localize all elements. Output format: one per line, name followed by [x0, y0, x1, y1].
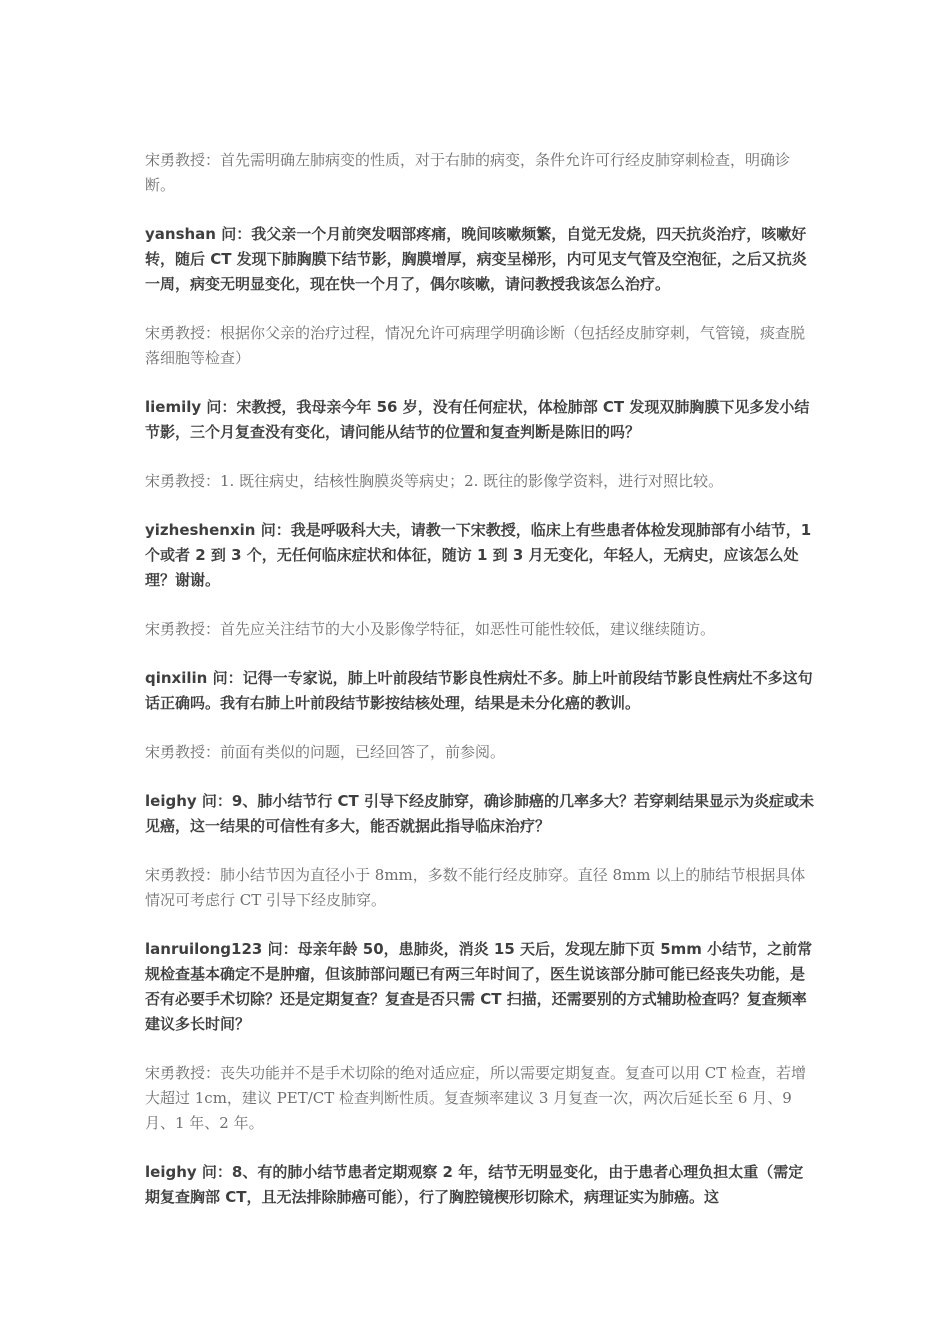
question-text: 问：我父亲一个月前突发咽部疼痛，晚间咳嗽频繁，自觉无发烧，四天抗炎治疗，咳嗽好转，随后 CT 发现下肺胸膜下结节影，胸膜增厚，病变呈梯形，内可见支气管及空泡征，之后又抗炎一周，病变无明显变化，现在快一个月了，偶尔咳嗽，请问教授我该怎么治疗。 [145, 225, 807, 293]
answer-paragraph: 宋勇教授：前面有类似的问题，已经回答了，前参阅。 [145, 743, 506, 761]
question-text: 问：母亲年龄 50，患肺炎，消炎 15 天后，发现左肺下页 5mm 小结节，之前常规检查基本确定不是肿瘤，但该肺部问题已有两三年时间了，医生说该部分肺可能已经丧失功能，是否有必要手术切除？还是定期复查？复查是否只需 CT 扫描，还需要别的方式辅助检查吗？复查频率建议多长时间？ [145, 940, 813, 1033]
question-text: 问：我是呼吸科大夫，请教一下宋教授，临床上有些患者体检发现肺部有小结节，1 个或者 2 到 3 个，无任何临床症状和体征，随访 1 到 3 月无变化，年轻人，无病史，应该怎么处理？谢谢。 [145, 521, 812, 589]
answer-paragraph: 宋勇教授：根据你父亲的治疗过程，情况允许可病理学明确诊断（包括经皮肺穿刺，气管镜，痰查脱落细胞等检查） [145, 324, 806, 367]
answer-paragraph: 宋勇教授：肺小结节因为直径小于 8mm，多数不能行经皮肺穿。直径 8mm 以上的肺结节根据具体情况可考虑行 CT 引导下经皮肺穿。 [145, 866, 806, 909]
question-paragraph [145, 395, 815, 445]
asker-name: lanruilong123 [145, 940, 263, 958]
question-text: 问：记得一专家说，肺上叶前段结节影良性病灶不多。肺上叶前段结节影良性病灶不多这句话正确吗。我有右肺上叶前段结节影按结核处理，结果是未分化癌的教训。 [145, 669, 813, 712]
answer-paragraph: 宋勇教授：丧失功能并不是手术切除的绝对适应症，所以需要定期复查。复查可以用 CT 检查，若增大超过 1cm，建议 PET/CT 检查判断性质。复查频率建议 3 月复查一次，两次后延长至 6 月、9 月、1 年、2 年。 [145, 1064, 807, 1132]
question-paragraph [145, 937, 815, 1037]
asker-name: yanshan [145, 225, 216, 243]
qa-transcript [145, 148, 815, 1234]
answer-paragraph: 宋勇教授：1. 既往病史，结核性胸膜炎等病史；2. 既往的影像学资料，进行对照比较。 [145, 472, 724, 490]
question-text: 问：宋教授，我母亲今年 56 岁，没有任何症状，体检肺部 CT 发现双肺胸膜下见多发小结节影，三个月复查没有变化，请问能从结节的位置和复查判断是陈旧的吗？ [145, 398, 810, 441]
answer-paragraph: 宋勇教授：首先需明确左肺病变的性质，对于右肺的病变，条件允许可行经皮肺穿刺检查，明确诊断。 [145, 151, 791, 194]
question-paragraph [145, 518, 815, 593]
question-paragraph [145, 789, 815, 839]
answer-paragraph: 宋勇教授：首先应关注结节的大小及影像学特征，如恶性可能性较低，建议继续随访。 [145, 620, 716, 638]
asker-name: yizheshenxin [145, 521, 256, 539]
question-paragraph [145, 666, 815, 716]
asker-name: leighy [145, 792, 197, 810]
asker-name: leighy [145, 1163, 197, 1181]
asker-name: liemily [145, 398, 202, 416]
question-text: 问：8、有的肺小结节患者定期观察 2 年，结节无明显变化，由于患者心理负担太重（需定期复查胸部 CT，且无法排除肺癌可能），行了胸腔镜楔形切除术，病理证实为肺癌。这 [145, 1163, 804, 1206]
question-paragraph [145, 222, 815, 297]
question-paragraph [145, 1160, 815, 1210]
question-text: 问：9、肺小结节行 CT 引导下经皮肺穿，确诊肺癌的几率多大？若穿刺结果显示为炎症或未见癌，这一结果的可信性有多大，能否就据此指导临床治疗？ [145, 792, 815, 835]
asker-name: qinxilin [145, 669, 208, 687]
